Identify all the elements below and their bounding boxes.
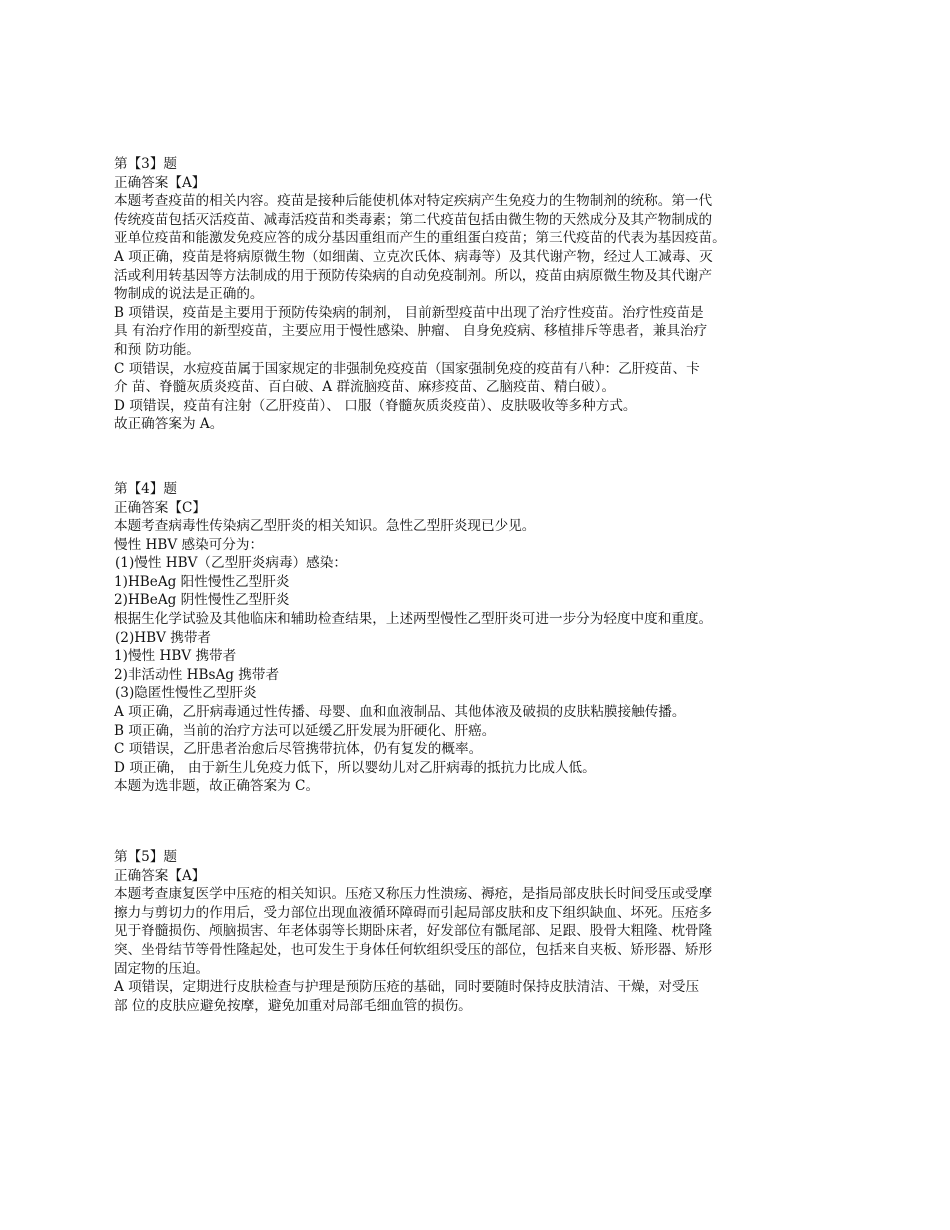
question-number: 第【5】题 — [114, 849, 178, 865]
list-item: 2)非活动性 HBsAg 携带者 — [114, 666, 280, 683]
option-b-explanation: B 项正确，当前的治疗方法可以延缓乙肝发展为肝硬化、肝癌。 — [114, 722, 496, 739]
explanation-line: 活或利用转基因等方法制成的用于预防传染病的自动免疫制剂。所以，疫苗由病原微生物及其代谢产 — [114, 267, 713, 284]
explanation-line: 传统疫苗包括灭活疫苗、减毒活疫苗和类毒素；第二代疫苗包括由微生物的天然成分及其产物制成的 — [114, 211, 713, 228]
explanation-line: 本题考查病毒性传染病乙型肝炎的相关知识。急性乙型肝炎现已少见。 — [114, 518, 536, 535]
explanation-line: 和预 防功能。 — [114, 341, 200, 358]
question-3-section — [114, 155, 839, 434]
correct-answer: 正确答案【C】 — [114, 499, 206, 516]
explanation-line: 本题考查疫苗的相关内容。疫苗是接种后能使机体对特定疾病产生免疫力的生物制剂的统称。第一代 — [114, 193, 713, 210]
list-item: (2)HBV 携带者 — [115, 629, 212, 646]
explanation-line: 慢性 HBV 感染可分为： — [114, 536, 264, 553]
option-c-explanation: C 项错误，水痘疫苗属于国家规定的非强制免疫疫苗（国家强制免疫的疫苗有八种：乙肝疫苗、卡 — [114, 360, 700, 377]
explanation-line: 见于脊髓损伤、颅脑损害、年老体弱等长期卧床者，好发部位有骶尾部、足跟、股骨大粗隆、枕骨隆 — [114, 923, 713, 940]
list-item: 1)HBeAg 阳性慢性乙型肝炎 — [114, 573, 290, 590]
option-d-explanation: D 项错误，疫苗有注射（乙肝疫苗）、 口服（脊髓灰质炎疫苗）、皮肤吸收等多种方式。 — [114, 397, 637, 414]
option-a-explanation: A 项错误，定期进行皮肤检查与护理是预防压疮的基础，同时要随时保持皮肤清洁、干燥，对受压 — [114, 979, 700, 996]
explanation-line: 亚单位疫苗和能激发免疫应答的成分基因重组而产生的重组蛋白疫苗；第三代疫苗的代表为基因疫苗。 — [114, 230, 726, 247]
option-a-explanation: A 项正确，乙肝病毒通过性传播、母婴、血和血液制品、其他体液及破损的皮肤粘膜接触传播。 — [114, 704, 686, 721]
correct-answer: 正确答案【A】 — [114, 867, 206, 884]
explanation-line: 具 有治疗作用的新型疫苗，主要应用于慢性感染、肿瘤、 自身免疫病、移植排斥等患者，兼具治疗 — [114, 323, 708, 340]
option-a-explanation: A 项正确，疫苗是将病原微生物（如细菌、立克次氏体、病毒等）及其代谢产物，经过人工减毒、灭 — [114, 248, 713, 265]
explanation-line: 本题考查康复医学中压疮的相关知识。压疮又称压力性溃疡、褥疮，是指局部皮肤长时间受压或受摩 — [114, 886, 713, 903]
explanation-line: 物制成的说法是正确的。 — [114, 286, 264, 303]
conclusion: 本题为选非题，故正确答案为 C。 — [114, 778, 320, 795]
option-b-explanation: B 项错误，疫苗是主要用于预防传染病的制剂， 目前新型疫苗中出现了治疗性疫苗。治疗性疫苗是 — [114, 304, 704, 321]
list-item: 2)HBeAg 阴性慢性乙型肝炎 — [114, 592, 290, 609]
document-page — [114, 155, 839, 1015]
question-4-section — [114, 480, 839, 796]
list-item: (3)隐匿性慢性乙型肝炎 — [115, 685, 257, 702]
correct-answer: 正确答案【A】 — [114, 174, 206, 191]
conclusion: 故正确答案为 A。 — [114, 416, 224, 433]
explanation-line: 根据生化学试验及其他临床和辅助检查结果，上述两型慢性乙型肝炎可进一步分为轻度中度和重度。 — [114, 611, 713, 628]
explanation-line: 介 苗、脊髓灰质炎疫苗、百白破、A 群流脑疫苗、麻疹疫苗、乙脑疫苗、精白破）。 — [114, 379, 616, 396]
explanation-line: 固定物的压迫。 — [114, 960, 210, 977]
option-c-explanation: C 项错误，乙肝患者治愈后尽管携带抗体，仍有复发的概率。 — [114, 741, 483, 758]
list-item: (1)慢性 HBV（乙型肝炎病毒）感染： — [115, 555, 347, 572]
explanation-line: 擦力与剪切力的作用后，受力部位出现血液循环障碍而引起局部皮肤和皮下组织缺血、坏死。压疮多 — [114, 904, 713, 921]
option-d-explanation: D 项正确， 由于新生儿免疫力低下，所以婴幼儿对乙肝病毒的抵抗力比成人低。 — [114, 759, 596, 776]
explanation-line: 突、坐骨结节等骨性隆起处，也可发生于身体任何软组织受压的部位，包括来自夹板、矫形器、矫形 — [114, 941, 713, 958]
explanation-line: 部 位的皮肤应避免按摩，避免加重对局部毛细血管的损伤。 — [114, 997, 472, 1014]
question-number: 第【4】题 — [114, 480, 178, 497]
question-number: 第【3】题 — [114, 156, 178, 172]
list-item: 1)慢性 HBV 携带者 — [114, 648, 237, 665]
question-5-section — [114, 848, 839, 1015]
